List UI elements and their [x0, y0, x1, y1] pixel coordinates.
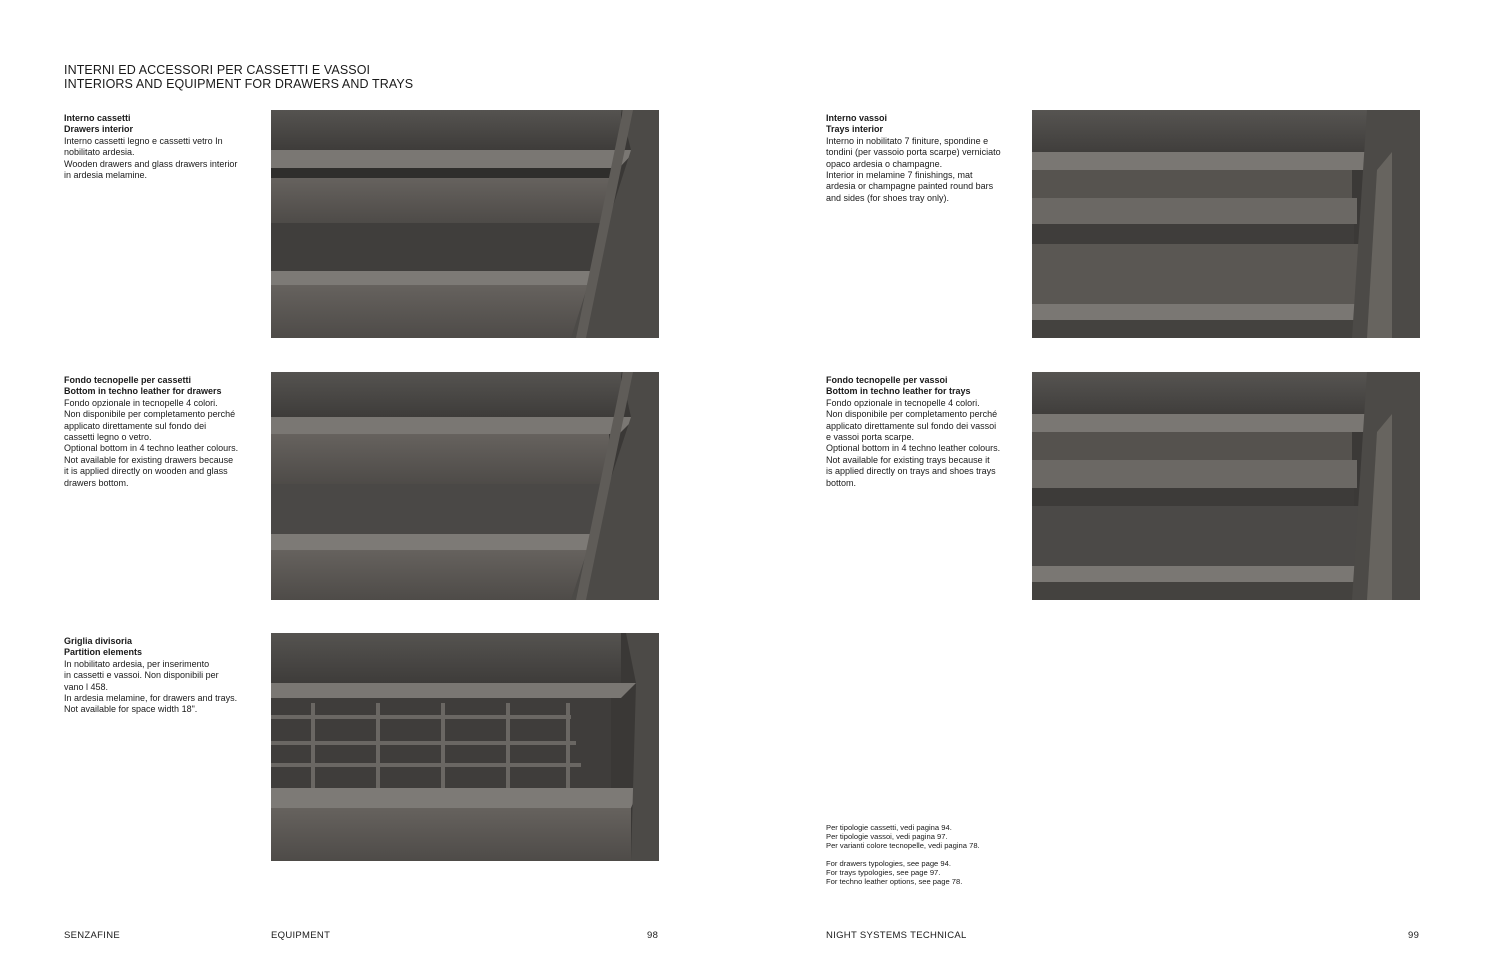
page-title-english: INTERIORS AND EQUIPMENT FOR DRAWERS AND TRAYS: [64, 77, 414, 91]
footer-brand: SENZAFINE: [64, 930, 121, 941]
section-body: In nobilitato ardesia, per inserimento in cassetti e vassoi. Non disponibili per vano l 458. In ardesia melamine, for drawers and trays. Not available for space width 18".: [64, 658, 238, 715]
section-trays-interior: [826, 113, 1016, 204]
section-drawers-leather-bottom: [64, 375, 249, 489]
note-line: Per tipologie cassetti, vedi pagina 94.: [826, 823, 952, 832]
section-title-it: Griglia divisoria: [64, 636, 133, 646]
note-line: For techno leather options, see page 78.: [826, 877, 963, 887]
footer-section-right: NIGHT SYSTEMS TECHNICAL: [826, 930, 967, 941]
photo-trays-interior: [1032, 110, 1420, 338]
section-title-it: Interno cassetti: [64, 113, 131, 123]
section-trays-leather-bottom: [826, 375, 1016, 489]
footer-section-left: EQUIPMENT: [271, 930, 331, 941]
section-title-en: Bottom in techno leather for trays: [826, 386, 971, 397]
section-title-en: Drawers interior: [64, 124, 134, 135]
note-line: For drawers typologies, see page 94.: [826, 858, 951, 868]
section-body: Fondo opzionale in tecnopelle 4 colori. Non disponibile per completamento perché applicato direttamente sul fondo dei cassetti legno o vetro. Optional bottom in 4 techno leather colours. Not available for existing drawers because it is applied directly on wooden and glass drawers bottom.: [64, 397, 239, 488]
section-body: Interno cassetti legno e cassetti vetro In nobilitato ardesia. Wooden drawers and glass drawers interior in ardesia melamine.: [64, 135, 238, 181]
photo-drawers-leather-bottom: [271, 372, 659, 600]
note-line: For trays typologies, see page 97.: [826, 867, 941, 877]
photo-trays-leather-bottom: [1032, 372, 1420, 600]
photo-partition-elements: [271, 633, 659, 861]
section-title-en: Bottom in techno leather for drawers: [64, 386, 222, 397]
photo-drawers-interior: [271, 110, 659, 338]
footer-page-number-right: 99: [1408, 930, 1420, 941]
section-title-it: Fondo tecnopelle per vassoi: [826, 375, 948, 385]
cross-reference-notes: [826, 823, 1026, 894]
footer-page-number-left: 98: [647, 930, 659, 941]
section-body: Interno in nobilitato 7 finiture, spondine e tondini (per vassoio porta scarpe) verniciato opaco ardesia o champagne. Interior in melamine 7 finishings, mat ardesia or champagne painted round bars and sides (for shoes tray only).: [826, 135, 1001, 203]
section-title-en: Trays interior: [826, 124, 884, 135]
section-partition-elements: [64, 636, 249, 716]
section-title-it: Interno vassoi: [826, 113, 888, 123]
note-line: Per varianti colore tecnopelle, vedi pagina 78.: [826, 841, 980, 851]
note-line: Per tipologie vassoi, vedi pagina 97.: [826, 832, 948, 842]
section-title-en: Partition elements: [64, 647, 143, 658]
section-title-it: Fondo tecnopelle per cassetti: [64, 375, 192, 385]
page-title-italian: INTERNI ED ACCESSORI PER CASSETTI E VASSOI: [64, 63, 371, 77]
notes-italian: [826, 823, 1026, 851]
section-drawers-interior: [64, 113, 249, 181]
notes-english: [826, 859, 1026, 887]
section-body: Fondo opzionale in tecnopelle 4 colori. Non disponibile per completamento perché applicato direttamente sul fondo dei vassoi e vassoi porta scarpe. Optional bottom in 4 techno leather colours. Not available for existing trays because it is applied directly on trays and shoes trays bottom.: [826, 397, 1001, 488]
page-title: [64, 63, 413, 91]
